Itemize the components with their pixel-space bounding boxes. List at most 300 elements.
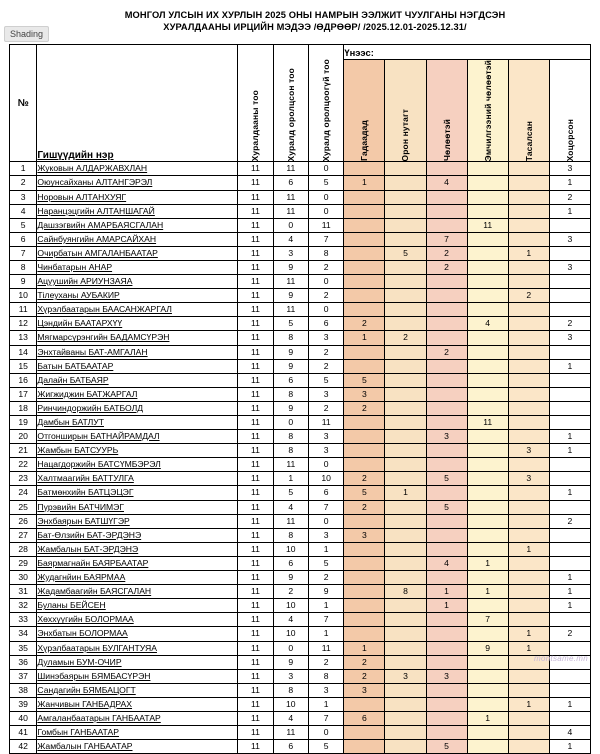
table-row [10, 387, 591, 401]
table-row [10, 655, 591, 669]
absent-count: 0 [309, 204, 344, 218]
reason-late: 4 [549, 726, 590, 740]
row-index: 32 [10, 599, 37, 613]
attended-count: 8 [273, 444, 308, 458]
member-name [37, 542, 238, 556]
member-name-text: Батмөнхийн БАТЦЭЦЭГ [37, 487, 134, 498]
attended-count: 8 [273, 331, 308, 345]
reason-medical-leave [467, 627, 508, 641]
header-reason-local: Орон нутагт [385, 60, 426, 162]
row-index: 36 [10, 655, 37, 669]
table-row [10, 472, 591, 486]
reason-leave: 3 [426, 430, 467, 444]
total-sessions: 11 [238, 401, 273, 415]
reason-medical-leave [467, 289, 508, 303]
reason-local [385, 218, 426, 232]
total-sessions: 11 [238, 472, 273, 486]
row-index: 38 [10, 683, 37, 697]
attended-count: 9 [273, 359, 308, 373]
reason-late [549, 542, 590, 556]
reason-medical-leave [467, 204, 508, 218]
absent-count: 3 [309, 528, 344, 542]
reason-leave [426, 613, 467, 627]
absent-count: 3 [309, 683, 344, 697]
reason-medical-leave [467, 162, 508, 176]
reason-leave [426, 444, 467, 458]
reason-leave [426, 204, 467, 218]
attended-count: 4 [273, 711, 308, 725]
absent-count: 5 [309, 740, 344, 754]
attended-count: 9 [273, 260, 308, 274]
attended-count: 10 [273, 627, 308, 641]
total-sessions: 11 [238, 542, 273, 556]
reason-local [385, 556, 426, 570]
reason-skipped: 1 [508, 246, 549, 260]
attended-count: 11 [273, 458, 308, 472]
reason-medical-leave [467, 472, 508, 486]
member-name-text: Ацуушийн АРИУНЗАЯА [37, 276, 133, 287]
reason-abroad [344, 416, 385, 430]
member-name [37, 585, 238, 599]
reason-leave: 2 [426, 260, 467, 274]
member-name [37, 514, 238, 528]
member-name-text: Чинбатарын АНАР [37, 261, 113, 272]
reason-local: 3 [385, 669, 426, 683]
reason-skipped: 1 [508, 641, 549, 655]
reason-abroad [344, 556, 385, 570]
member-name-text: Дуламын БУМ-ОЧИР [37, 656, 122, 667]
reason-late: 2 [549, 514, 590, 528]
reason-skipped [508, 190, 549, 204]
member-name [37, 571, 238, 585]
table-row [10, 514, 591, 528]
absent-count: 7 [309, 711, 344, 725]
total-sessions: 11 [238, 726, 273, 740]
row-index: 19 [10, 416, 37, 430]
member-name-text: Жамбалын БАТ-ЭРДЭНЭ [37, 543, 139, 554]
row-index: 8 [10, 260, 37, 274]
member-name [37, 232, 238, 246]
reason-skipped [508, 458, 549, 472]
reason-abroad [344, 613, 385, 627]
total-sessions: 11 [238, 627, 273, 641]
reason-local [385, 317, 426, 331]
reason-late [549, 289, 590, 303]
reason-leave: 5 [426, 500, 467, 514]
reason-medical-leave [467, 571, 508, 585]
attended-count: 11 [273, 190, 308, 204]
reason-late: 1 [549, 204, 590, 218]
table-body [10, 162, 591, 754]
reason-late: 3 [549, 260, 590, 274]
reason-abroad [344, 345, 385, 359]
total-sessions: 11 [238, 740, 273, 754]
reason-local [385, 472, 426, 486]
absent-count: 1 [309, 627, 344, 641]
reason-late [549, 458, 590, 472]
reason-late: 1 [549, 359, 590, 373]
absent-count: 5 [309, 556, 344, 570]
member-name-text: Жанчивын ГАНБАДРАХ [37, 698, 133, 709]
reason-skipped [508, 218, 549, 232]
reason-abroad: 3 [344, 387, 385, 401]
member-name-text: Батын БАТБААТАР [37, 360, 114, 371]
row-index: 5 [10, 218, 37, 232]
table-row [10, 275, 591, 289]
member-name [37, 500, 238, 514]
absent-count: 2 [309, 260, 344, 274]
absent-count: 1 [309, 697, 344, 711]
total-sessions: 11 [238, 599, 273, 613]
member-name-text: Оюунсайханы АЛТАНГЭРЭЛ [37, 177, 153, 188]
row-index: 3 [10, 190, 37, 204]
total-sessions: 11 [238, 486, 273, 500]
reason-skipped [508, 571, 549, 585]
reason-local [385, 373, 426, 387]
row-index: 39 [10, 697, 37, 711]
header-member-name: Гишүүдийн нэр [37, 45, 238, 162]
absent-count: 0 [309, 726, 344, 740]
table-row [10, 669, 591, 683]
table-row [10, 627, 591, 641]
reason-late [549, 303, 590, 317]
member-name-text: Шинэбаярын БЯМБАСҮРЭН [37, 670, 151, 681]
reason-local [385, 176, 426, 190]
row-index: 24 [10, 486, 37, 500]
member-name-text: Жамбын БАТСУУРЬ [37, 445, 119, 456]
member-name [37, 613, 238, 627]
reason-skipped [508, 683, 549, 697]
table-row [10, 176, 591, 190]
reason-leave [426, 697, 467, 711]
reason-skipped [508, 401, 549, 415]
member-name-text: Жамбалын ГАНБААТАР [37, 741, 133, 752]
attended-count: 3 [273, 246, 308, 260]
attended-count: 2 [273, 585, 308, 599]
header-reason-medical-leave: Эмчилгээний чөлөөтэй [467, 60, 508, 162]
reason-late: 1 [549, 599, 590, 613]
row-index: 17 [10, 387, 37, 401]
absent-count: 7 [309, 232, 344, 246]
member-name [37, 726, 238, 740]
table-row [10, 162, 591, 176]
member-name [37, 528, 238, 542]
row-index: 16 [10, 373, 37, 387]
attended-count: 10 [273, 599, 308, 613]
reason-leave: 2 [426, 345, 467, 359]
table-row [10, 359, 591, 373]
reason-skipped [508, 726, 549, 740]
reason-abroad [344, 359, 385, 373]
reason-abroad [344, 303, 385, 317]
row-index: 7 [10, 246, 37, 260]
reason-leave [426, 514, 467, 528]
row-index: 33 [10, 613, 37, 627]
absent-count: 0 [309, 303, 344, 317]
shading-badge: Shading [4, 26, 49, 42]
reason-medical-leave [467, 500, 508, 514]
member-name [37, 669, 238, 683]
header-total-sessions: Хуралдааны тоо [238, 45, 273, 162]
total-sessions: 11 [238, 416, 273, 430]
absent-count: 8 [309, 246, 344, 260]
reason-abroad [344, 218, 385, 232]
table-row [10, 641, 591, 655]
reason-skipped [508, 740, 549, 754]
reason-abroad: 3 [344, 683, 385, 697]
absent-count: 2 [309, 345, 344, 359]
reason-local [385, 627, 426, 641]
reason-abroad [344, 571, 385, 585]
reason-local [385, 740, 426, 754]
total-sessions: 11 [238, 458, 273, 472]
absent-count: 6 [309, 317, 344, 331]
reason-leave [426, 542, 467, 556]
member-name [37, 430, 238, 444]
member-name [37, 387, 238, 401]
reason-skipped [508, 275, 549, 289]
reason-abroad [344, 204, 385, 218]
reason-local: 2 [385, 331, 426, 345]
table-row [10, 430, 591, 444]
reason-late [549, 387, 590, 401]
reason-medical-leave [467, 697, 508, 711]
reason-abroad: 5 [344, 373, 385, 387]
document-title [0, 0, 600, 36]
table-row [10, 218, 591, 232]
reason-leave: 3 [426, 669, 467, 683]
reason-late [549, 246, 590, 260]
member-name [37, 289, 238, 303]
total-sessions: 11 [238, 289, 273, 303]
reason-abroad [344, 246, 385, 260]
header-reason-leave: Чөлөөтэй [426, 60, 467, 162]
attended-count: 6 [273, 740, 308, 754]
reason-leave [426, 275, 467, 289]
reason-abroad [344, 585, 385, 599]
reason-abroad: 1 [344, 331, 385, 345]
member-name-text: Дамбын БАТЛУТ [37, 417, 104, 427]
total-sessions: 11 [238, 613, 273, 627]
reason-medical-leave [467, 458, 508, 472]
member-name [37, 416, 238, 430]
reason-late [549, 416, 590, 430]
total-sessions: 11 [238, 246, 273, 260]
member-name-text: Жадамбаагийн БАЯСГАЛАН [37, 586, 152, 597]
member-name-text: Жуковын АЛДАРЖАВХЛАН [37, 163, 148, 174]
reason-late: 3 [549, 232, 590, 246]
reason-medical-leave [467, 669, 508, 683]
total-sessions: 11 [238, 176, 273, 190]
reason-medical-leave [467, 486, 508, 500]
header-reason-late: Хоцорсон [549, 60, 590, 162]
reason-late [549, 401, 590, 415]
table-row [10, 416, 591, 430]
reason-abroad: 2 [344, 655, 385, 669]
reason-abroad: 2 [344, 669, 385, 683]
row-index: 9 [10, 275, 37, 289]
absent-count: 2 [309, 401, 344, 415]
reason-skipped [508, 711, 549, 725]
member-name [37, 162, 238, 176]
reason-leave: 1 [426, 585, 467, 599]
member-name [37, 190, 238, 204]
member-name-text: Цэндийн БААТАРХҮҮ [37, 318, 123, 329]
reason-late [549, 472, 590, 486]
member-name-text: Бат-Өлзийн БАТ-ЭРДЭНЭ [37, 529, 142, 540]
reason-skipped: 1 [508, 542, 549, 556]
table-row [10, 260, 591, 274]
member-name-text: Очирбатын АМГАЛАНБААТАР [37, 247, 158, 258]
table-row [10, 571, 591, 585]
reason-medical-leave [467, 232, 508, 246]
reason-local: 8 [385, 585, 426, 599]
total-sessions: 11 [238, 204, 273, 218]
member-name-text: Хөххүүгийн БОЛОРМАА [37, 614, 134, 625]
attended-count: 9 [273, 345, 308, 359]
reason-abroad: 3 [344, 528, 385, 542]
reason-abroad [344, 514, 385, 528]
total-sessions: 11 [238, 331, 273, 345]
reason-medical-leave: 11 [467, 218, 508, 232]
reason-local [385, 599, 426, 613]
total-sessions: 11 [238, 345, 273, 359]
row-index: 2 [10, 176, 37, 190]
member-name-text: Буланы БЕЙСЕН [37, 600, 106, 611]
absent-count: 0 [309, 514, 344, 528]
reason-local [385, 345, 426, 359]
reason-leave [426, 416, 467, 430]
reason-skipped [508, 500, 549, 514]
reason-local: 1 [385, 486, 426, 500]
attended-count: 4 [273, 232, 308, 246]
absent-count: 9 [309, 585, 344, 599]
attended-count: 0 [273, 218, 308, 232]
total-sessions: 11 [238, 655, 273, 669]
total-sessions: 11 [238, 359, 273, 373]
member-name [37, 359, 238, 373]
table-row [10, 444, 591, 458]
reason-medical-leave [467, 599, 508, 613]
table-row [10, 486, 591, 500]
absent-count: 0 [309, 458, 344, 472]
member-name-text: Отгонширын БАТНАЙРАМДАЛ [37, 431, 160, 442]
table-row [10, 556, 591, 570]
reason-late: 3 [549, 331, 590, 345]
reason-abroad [344, 289, 385, 303]
member-name [37, 345, 238, 359]
member-name [37, 401, 238, 415]
table-row [10, 740, 591, 754]
row-index: 26 [10, 514, 37, 528]
reason-local [385, 444, 426, 458]
reason-local [385, 359, 426, 373]
reason-abroad [344, 260, 385, 274]
reason-local [385, 260, 426, 274]
attended-count: 3 [273, 669, 308, 683]
absent-count: 3 [309, 430, 344, 444]
total-sessions: 11 [238, 232, 273, 246]
table-row [10, 711, 591, 725]
member-name [37, 472, 238, 486]
member-name-text: Амгаланбаатарын ГАНБААТАР [37, 712, 161, 723]
row-index: 23 [10, 472, 37, 486]
reason-medical-leave [467, 275, 508, 289]
reason-late: 1 [549, 697, 590, 711]
member-name [37, 275, 238, 289]
total-sessions: 11 [238, 162, 273, 176]
reason-skipped [508, 486, 549, 500]
reason-medical-leave [467, 176, 508, 190]
attended-count: 1 [273, 472, 308, 486]
member-name [37, 218, 238, 232]
reason-leave [426, 331, 467, 345]
reason-medical-leave [467, 331, 508, 345]
reason-skipped [508, 204, 549, 218]
total-sessions: 11 [238, 218, 273, 232]
row-index: 12 [10, 317, 37, 331]
absent-count: 11 [309, 218, 344, 232]
reason-local [385, 697, 426, 711]
table-row [10, 246, 591, 260]
absent-count: 10 [309, 472, 344, 486]
reason-skipped [508, 162, 549, 176]
attended-count: 11 [273, 275, 308, 289]
total-sessions: 11 [238, 697, 273, 711]
reason-leave [426, 655, 467, 669]
table-row [10, 458, 591, 472]
reason-late [549, 528, 590, 542]
reason-local [385, 683, 426, 697]
reason-late: 3 [549, 162, 590, 176]
reason-leave: 2 [426, 246, 467, 260]
reason-abroad [344, 627, 385, 641]
reason-abroad [344, 275, 385, 289]
reason-late [549, 373, 590, 387]
attendance-table [9, 44, 591, 754]
absent-count: 8 [309, 669, 344, 683]
reason-medical-leave [467, 430, 508, 444]
total-sessions: 11 [238, 683, 273, 697]
row-index: 27 [10, 528, 37, 542]
member-name-text: Энхтайваны БАТ-АМГАЛАН [37, 346, 148, 357]
attended-count: 10 [273, 542, 308, 556]
member-name [37, 373, 238, 387]
reason-local [385, 204, 426, 218]
table-row [10, 613, 591, 627]
reason-skipped [508, 232, 549, 246]
member-name [37, 444, 238, 458]
header-group-row [10, 45, 591, 60]
reason-skipped: 2 [508, 289, 549, 303]
absent-count: 1 [309, 599, 344, 613]
reason-leave: 5 [426, 740, 467, 754]
member-name-text: Дашзэгвийн АМАРБАЯСГАЛАН [37, 219, 164, 230]
row-index: 42 [10, 740, 37, 754]
reason-medical-leave [467, 190, 508, 204]
reason-leave [426, 641, 467, 655]
total-sessions: 11 [238, 303, 273, 317]
row-index: 35 [10, 641, 37, 655]
member-name-text: Жигжиджин БАТЖАРГАЛ [37, 388, 138, 399]
reason-local [385, 458, 426, 472]
reason-medical-leave [467, 373, 508, 387]
reason-skipped [508, 669, 549, 683]
reason-skipped [508, 430, 549, 444]
table-row [10, 542, 591, 556]
reason-local [385, 571, 426, 585]
absent-count: 3 [309, 387, 344, 401]
